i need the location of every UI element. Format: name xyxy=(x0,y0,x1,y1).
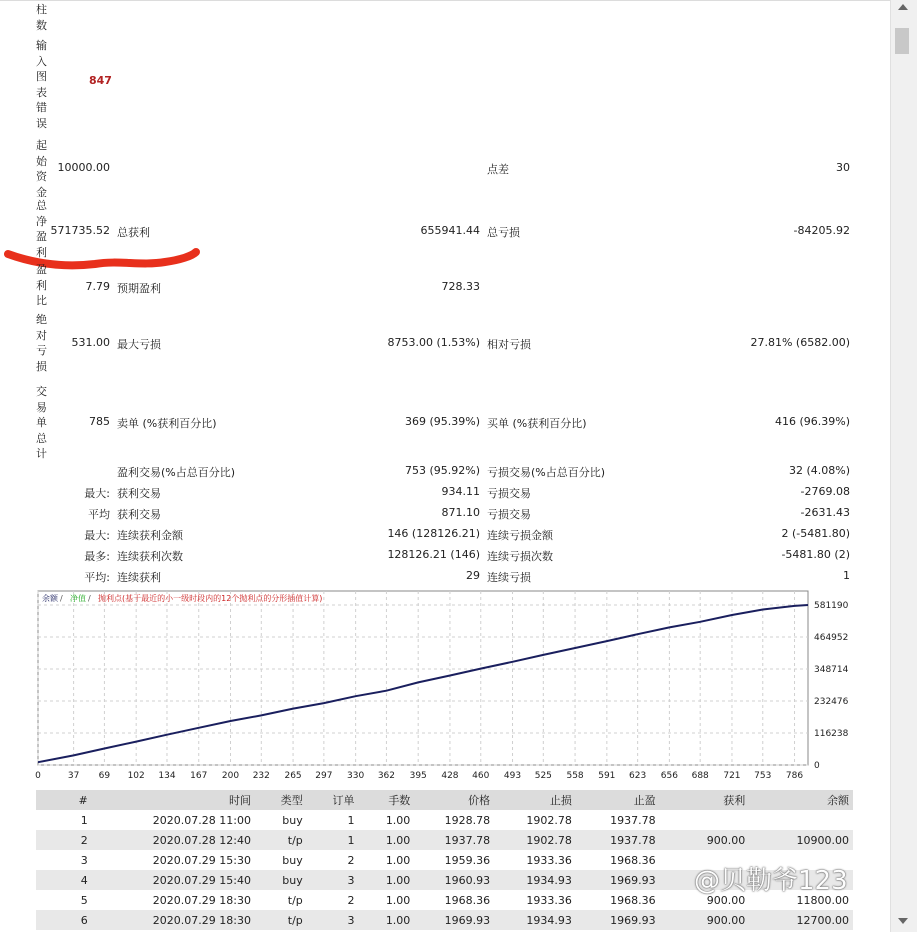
cell-lots: 1.00 xyxy=(385,813,411,827)
col-header-price: 价格 xyxy=(414,790,494,810)
cell-sl: 1933.36 xyxy=(526,893,572,907)
cell-sl: 1933.36 xyxy=(526,853,572,867)
gross-loss-label: 总亏损 xyxy=(487,226,520,239)
col-header-sl: 止损 xyxy=(494,790,576,810)
stats-right-value: -5481.80 (2) xyxy=(781,548,850,561)
stats-right-value: 32 (4.08%) xyxy=(788,464,850,477)
y-tick-label: 464952 xyxy=(814,633,849,643)
legend-balance: 余额 xyxy=(42,594,58,603)
legend-separator: / xyxy=(60,594,63,603)
x-tick-label: 0 xyxy=(35,771,41,781)
col-header-balance: 余额 xyxy=(749,790,853,810)
total-trades-label: 交易单总计 xyxy=(36,385,47,461)
y-tick-label: 348714 xyxy=(814,665,849,675)
cell-tp: 1937.78 xyxy=(576,830,660,850)
spread-value: 30 xyxy=(836,161,850,174)
cell-type: buy xyxy=(255,870,307,890)
x-tick-label: 721 xyxy=(723,771,741,781)
cell-order: 2 xyxy=(347,893,355,907)
col-header-profit: 获利 xyxy=(660,790,750,810)
x-tick-label: 362 xyxy=(377,771,396,781)
legend-equity: 净值 xyxy=(70,594,86,603)
x-tick-label: 753 xyxy=(754,771,772,781)
cell-sl: 1934.93 xyxy=(494,910,576,930)
abs-drawdown-label: 绝对亏损 xyxy=(36,313,47,373)
x-tick-label: 232 xyxy=(252,771,270,781)
cell-profit xyxy=(660,810,750,830)
cell-tp: 1968.36 xyxy=(610,893,656,907)
input-errors-value: 847 xyxy=(89,74,112,87)
long-trades-value: 416 (96.39%) xyxy=(774,415,850,428)
cell-balance: 11800.00 xyxy=(796,893,849,907)
top-border xyxy=(0,0,890,1)
scroll-up-arrow-icon[interactable] xyxy=(898,4,908,10)
profit-factor-label: 盈利比 xyxy=(36,263,47,308)
cell-index: 3 xyxy=(80,853,88,867)
spread-label: 点差 xyxy=(487,163,509,176)
table-row[interactable] xyxy=(36,910,853,930)
x-tick-label: 330 xyxy=(347,771,365,781)
gross-loss-value: -84205.92 xyxy=(793,224,850,237)
stats-left-value: 753 (95.92%) xyxy=(404,464,480,477)
cell-balance: 12700.00 xyxy=(749,910,853,930)
cell-tp: 1937.78 xyxy=(610,813,656,827)
short-trades-label: 卖单 (%获利百分比) xyxy=(117,417,217,430)
x-tick-label: 297 xyxy=(315,771,333,781)
stats-right-label: 亏损交易 xyxy=(487,508,531,521)
cell-lots: 1.00 xyxy=(359,910,415,930)
cell-sl: 1934.93 xyxy=(494,870,576,890)
stats-left-label: 连续获利 xyxy=(117,571,161,584)
initial-deposit-value: 10000.00 xyxy=(57,161,110,174)
max-drawdown-value: 8753.00 (1.53%) xyxy=(387,336,480,349)
stats-right-label: 连续亏损次数 xyxy=(487,550,553,563)
expected-payoff-label: 预期盈利 xyxy=(117,282,161,295)
col-header-type: 类型 xyxy=(255,790,307,810)
rel-drawdown-label: 相对亏损 xyxy=(487,338,531,351)
total-trades-value: 785 xyxy=(89,415,110,428)
stats-prefix: 平均 xyxy=(88,508,110,521)
cell-type: t/p xyxy=(255,910,307,930)
plot-area xyxy=(38,591,808,765)
x-tick-label: 200 xyxy=(221,771,240,781)
x-tick-label: 525 xyxy=(534,771,552,781)
stats-prefix: 平均: xyxy=(84,571,110,584)
x-tick-label: 69 xyxy=(98,771,111,781)
y-tick-label: 0 xyxy=(814,761,820,771)
y-tick-label: 232476 xyxy=(814,697,849,707)
cell-price: 1928.78 xyxy=(444,813,491,827)
chart-svg xyxy=(36,589,853,782)
x-tick-label: 395 xyxy=(409,771,427,781)
x-tick-label: 591 xyxy=(598,771,616,781)
max-drawdown-label: 最大亏损 xyxy=(117,338,161,351)
x-tick-label: 134 xyxy=(158,771,176,781)
watermark-text: @贝勒爷123 xyxy=(694,866,848,896)
abs-drawdown-value: 531.00 xyxy=(71,336,110,349)
cell-time: 2020.07.29 15:30 xyxy=(152,853,251,867)
balance-chart xyxy=(36,589,853,782)
y-tick-label: 581190 xyxy=(814,601,849,611)
cell-order: 2 xyxy=(347,853,355,867)
profit-factor-value: 7.79 xyxy=(85,280,110,293)
stats-right-value: 2 (-5481.80) xyxy=(781,527,850,540)
col-header-order: 订单 xyxy=(307,790,359,810)
x-tick-label: 623 xyxy=(629,771,647,781)
cell-index: 2 xyxy=(36,830,92,850)
col-header-index: # xyxy=(36,790,92,810)
cell-price: 1959.36 xyxy=(444,853,491,867)
stats-left-value: 146 (128126.21) xyxy=(387,527,480,540)
cell-profit: 900.00 xyxy=(706,893,746,907)
cell-time: 2020.07.29 15:40 xyxy=(92,870,255,890)
stats-right-value: 1 xyxy=(843,569,850,582)
cell-lots: 1.00 xyxy=(359,870,415,890)
x-tick-label: 428 xyxy=(441,771,459,781)
x-tick-label: 265 xyxy=(284,771,302,781)
stats-right-label: 亏损交易(%占总百分比) xyxy=(487,466,606,479)
short-trades-value: 369 (95.39%) xyxy=(404,415,480,428)
cell-time: 2020.07.29 18:30 xyxy=(92,910,255,930)
cell-type: t/p xyxy=(287,893,303,907)
x-tick-label: 786 xyxy=(785,771,804,781)
cell-sl: 1902.78 xyxy=(494,830,576,850)
table-header-row xyxy=(36,790,853,810)
stats-left-value: 871.10 xyxy=(441,506,480,519)
cell-tp: 1969.93 xyxy=(576,870,660,890)
cell-balance: 10900.00 xyxy=(749,830,853,850)
cell-type: t/p xyxy=(255,830,307,850)
x-tick-label: 167 xyxy=(190,771,208,781)
cell-index: 5 xyxy=(80,893,88,907)
expected-payoff-value: 728.33 xyxy=(441,280,480,293)
cell-profit: 900.00 xyxy=(660,830,750,850)
x-tick-label: 656 xyxy=(660,771,678,781)
cell-time: 2020.07.28 11:00 xyxy=(152,813,251,827)
cell-sl: 1902.78 xyxy=(526,813,572,827)
stats-right-label: 连续亏损金额 xyxy=(487,529,553,542)
stats-right-label: 亏损交易 xyxy=(487,487,531,500)
cell-tp: 1968.36 xyxy=(610,853,656,867)
stats-left-label: 连续获利金额 xyxy=(117,529,183,542)
cell-tp: 1969.93 xyxy=(576,910,660,930)
col-header-lots: 手数 xyxy=(359,790,415,810)
x-tick-label: 102 xyxy=(127,771,145,781)
stats-prefix: 最多: xyxy=(84,550,110,563)
x-tick-label: 460 xyxy=(472,771,490,781)
col-header-tp: 止盈 xyxy=(576,790,660,810)
scroll-down-arrow-icon[interactable] xyxy=(898,918,908,924)
cell-index: 1 xyxy=(80,813,88,827)
stats-right-value: -2631.43 xyxy=(800,506,850,519)
gross-profit-label: 总获利 xyxy=(117,226,150,239)
initial-deposit-label: 起始资金 xyxy=(36,139,47,199)
vertical-scrollbar[interactable] xyxy=(890,0,917,932)
net-profit-value: 571735.52 xyxy=(50,224,110,237)
red-highlight-mark xyxy=(0,238,205,274)
long-trades-label: 买单 (%获利百分比) xyxy=(487,417,587,430)
stats-left-label: 盈利交易(%占总百分比) xyxy=(117,466,236,479)
stats-prefix: 最大: xyxy=(84,487,110,500)
stats-left-value: 934.11 xyxy=(441,485,480,498)
stats-prefix: 最大: xyxy=(84,529,110,542)
cell-lots: 1.00 xyxy=(359,830,415,850)
stats-left-label: 获利交易 xyxy=(117,487,161,500)
stats-right-value: -2769.08 xyxy=(800,485,850,498)
stats-left-value: 29 xyxy=(466,569,480,582)
x-tick-label: 688 xyxy=(691,771,709,781)
bars-label: 柱数 xyxy=(36,3,47,32)
cell-index: 4 xyxy=(36,870,92,890)
x-tick-label: 37 xyxy=(67,771,80,781)
cell-index: 6 xyxy=(36,910,92,930)
cell-balance xyxy=(749,810,853,830)
cell-order: 1 xyxy=(347,813,355,827)
cell-price: 1969.93 xyxy=(414,910,494,930)
cell-order: 3 xyxy=(307,910,359,930)
table-row[interactable] xyxy=(36,830,853,850)
cell-lots: 1.00 xyxy=(385,893,411,907)
table-row[interactable] xyxy=(36,810,853,830)
stats-left-label: 获利交易 xyxy=(117,508,161,521)
cell-type: buy xyxy=(282,853,303,867)
cell-price: 1937.78 xyxy=(414,830,494,850)
x-tick-label: 558 xyxy=(566,771,584,781)
cell-lots: 1.00 xyxy=(385,853,411,867)
stats-right-label: 连续亏损 xyxy=(487,571,531,584)
cell-profit: 900.00 xyxy=(660,910,750,930)
input-errors-label: 输入图表错误 xyxy=(36,39,47,130)
cell-order: 3 xyxy=(307,870,359,890)
scroll-thumb[interactable] xyxy=(895,28,909,54)
stats-left-label: 连续获利次数 xyxy=(117,550,183,563)
legend-lots: 抛利点(基于最近的小一级时段内的12个抛利点的分形插值计算) xyxy=(98,594,323,603)
legend-separator: / xyxy=(88,594,91,603)
stats-left-value: 128126.21 (146) xyxy=(387,548,480,561)
net-profit-label: 总净盈利 xyxy=(36,199,47,259)
cell-time: 2020.07.29 18:30 xyxy=(152,893,251,907)
rel-drawdown-value: 27.81% (6582.00) xyxy=(750,336,850,349)
y-tick-label: 116238 xyxy=(814,729,849,739)
col-header-time: 时间 xyxy=(92,790,255,810)
x-tick-label: 493 xyxy=(503,771,522,781)
cell-order: 1 xyxy=(307,830,359,850)
cell-price: 1968.36 xyxy=(444,893,491,907)
cell-time: 2020.07.28 12:40 xyxy=(92,830,255,850)
cell-price: 1960.93 xyxy=(414,870,494,890)
gross-profit-value: 655941.44 xyxy=(420,224,480,237)
cell-type: buy xyxy=(282,813,303,827)
